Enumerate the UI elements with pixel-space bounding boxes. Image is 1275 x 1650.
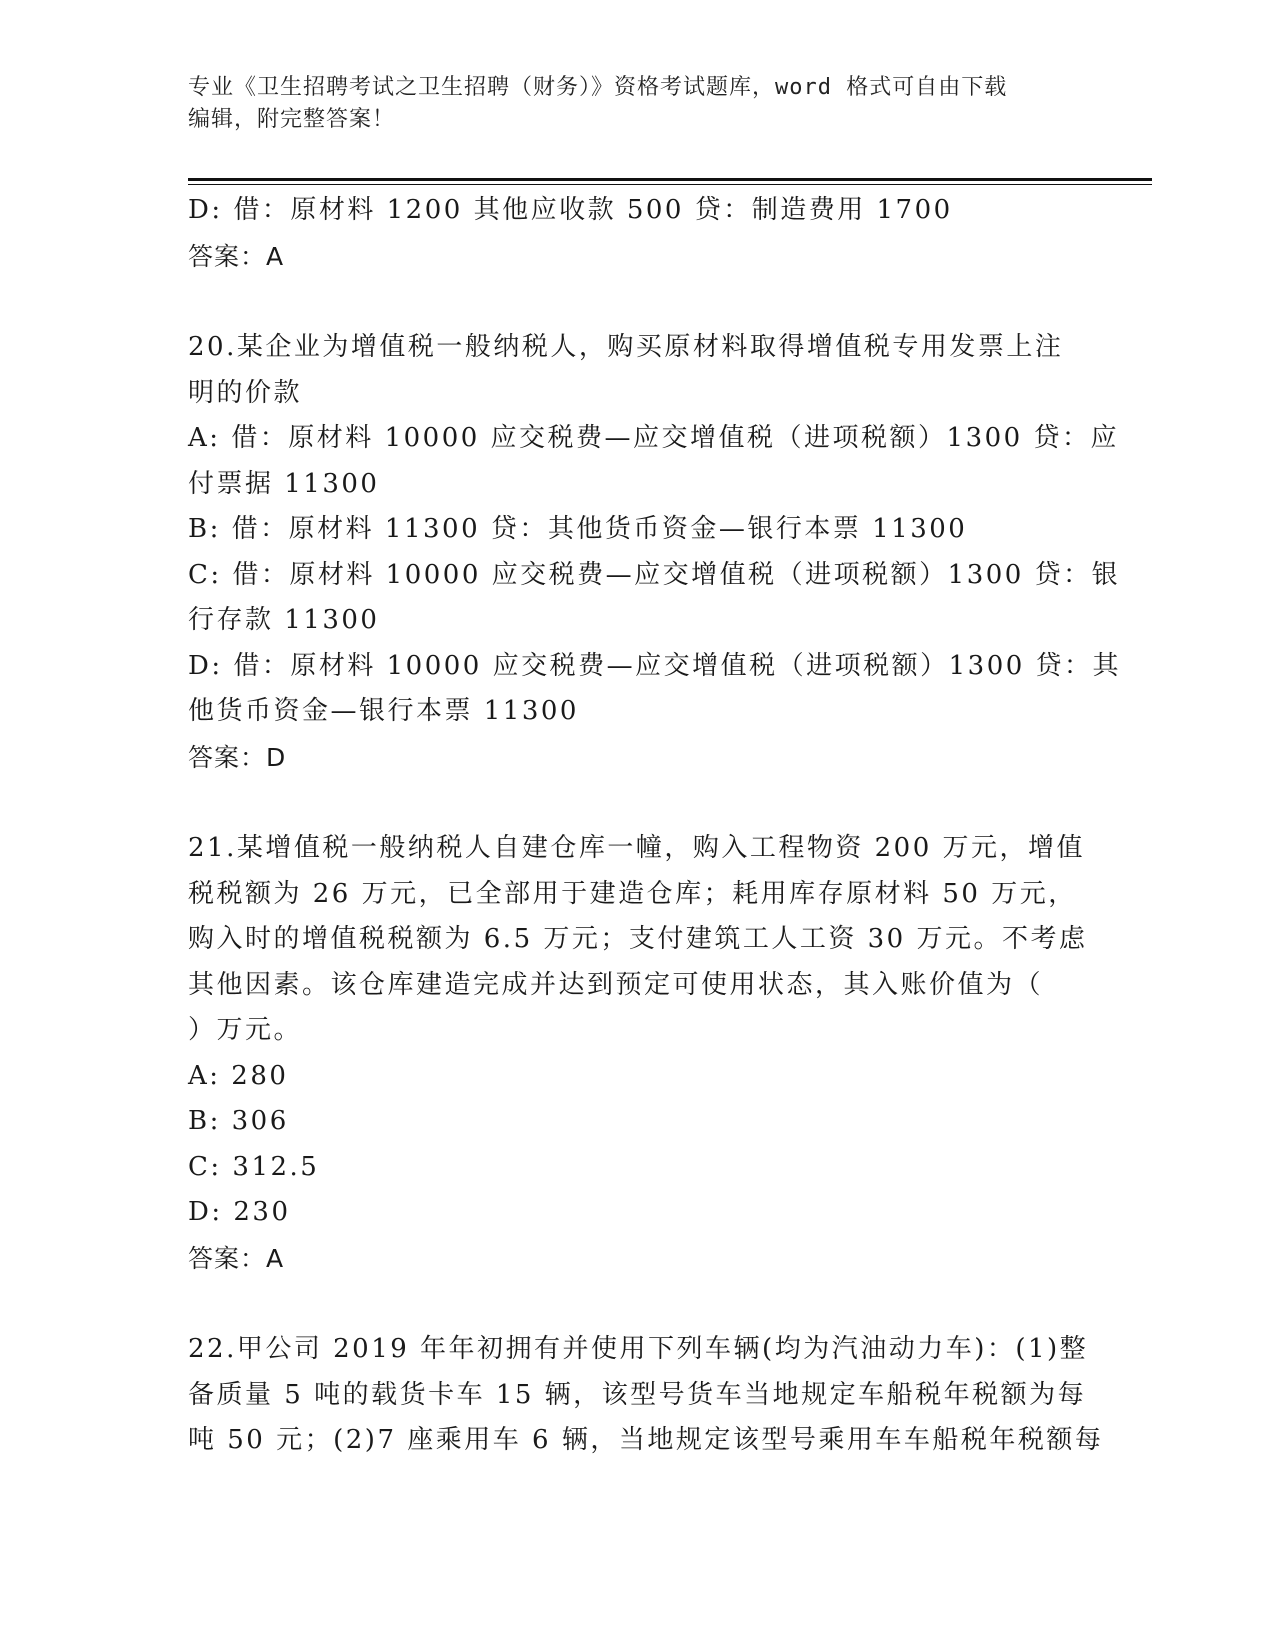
q21-option-b: B: 306 [188,1106,289,1136]
q22-stem-line-2: 备质量 5 吨的载货卡车 15 辆，该型号货车当地规定车船税年税额为每 [188,1379,1087,1410]
q21-stem-line-4: 其他因素。该仓库建造完成并达到预定可使用状态，其入账价值为（ [188,969,1044,1000]
question-22 [188,1327,1104,1464]
q19-answer: 答案：A [188,241,285,271]
q20-stem-line-1: 20.某企业为增值税一般纳税人，购买原材料取得增值税专用发票上注 [188,332,1064,362]
question-21 [188,826,1088,1281]
question-spacer [188,279,1088,325]
q20-answer: 答案：D [188,742,287,772]
header-divider-thin [188,184,1152,185]
q20-option-d-line-2: 他货币资金—银行本票 11300 [188,696,579,726]
question-19 [188,188,1088,279]
question-20 [188,325,1122,780]
q20-option-c-line-1: C: 借：原材料 10000 应交税费—应交增值税（进项税额）1300 贷：银 [188,559,1121,590]
q20-option-c-line-2: 行存款 11300 [188,605,380,635]
question-content [188,188,1122,1464]
q22-stem-line-3: 吨 50 元；(2)7 座乘用车 6 辆，当地规定该型号乘用车车船税年税额每 [188,1425,1104,1455]
q20-option-b: B: 借：原材料 11300 贷：其他货币资金—银行本票 11300 [188,514,968,544]
q20-option-a-line-2: 付票据 11300 [188,468,380,499]
q21-option-d: D: 230 [188,1197,291,1227]
q21-option-c: C: 312.5 [188,1151,320,1182]
question-spacer [188,780,1088,826]
q21-stem-line-5: ）万元。 [188,1015,303,1045]
question-spacer [188,1281,1088,1327]
page-header [188,72,1078,136]
q20-stem-line-2: 明的价款 [188,377,303,408]
q19-option-d: D: 借：原材料 1200 其他应收款 500 贷：制造费用 1700 [188,195,953,225]
q21-stem-line-3: 购入时的增值税税额为 6.5 万元；支付建筑工人工资 30 万元。不考虑 [188,924,1088,954]
q21-option-a: A: 280 [188,1060,289,1091]
q21-stem-line-2: 税税额为 26 万元，已全部用于建造仓库；耗用库存原材料 50 万元， [188,878,1077,909]
header-title-line-1: 专业《卫生招聘考试之卫生招聘（财务）》资格考试题库，word 格式可自由下载 [188,75,1008,100]
header-title-line-2: 编辑，附完整答案！ [188,107,396,132]
q20-option-a-line-1: A: 借：原材料 10000 应交税费—应交增值税（进项税额）1300 贷：应 [188,423,1119,453]
q20-option-d-line-1: D: 借：原材料 10000 应交税费—应交增值税（进项税额）1300 贷：其 [188,650,1122,681]
q21-stem-line-1: 21.某增值税一般纳税人自建仓库一幢，购入工程物资 200 万元，增值 [188,833,1086,863]
q22-stem-line-1: 22.甲公司 2019 年年初拥有并使用下列车辆(均为汽油动力车)：(1)整 [188,1334,1089,1364]
header-divider-thick [188,178,1152,181]
q21-answer: 答案：A [188,1243,285,1273]
